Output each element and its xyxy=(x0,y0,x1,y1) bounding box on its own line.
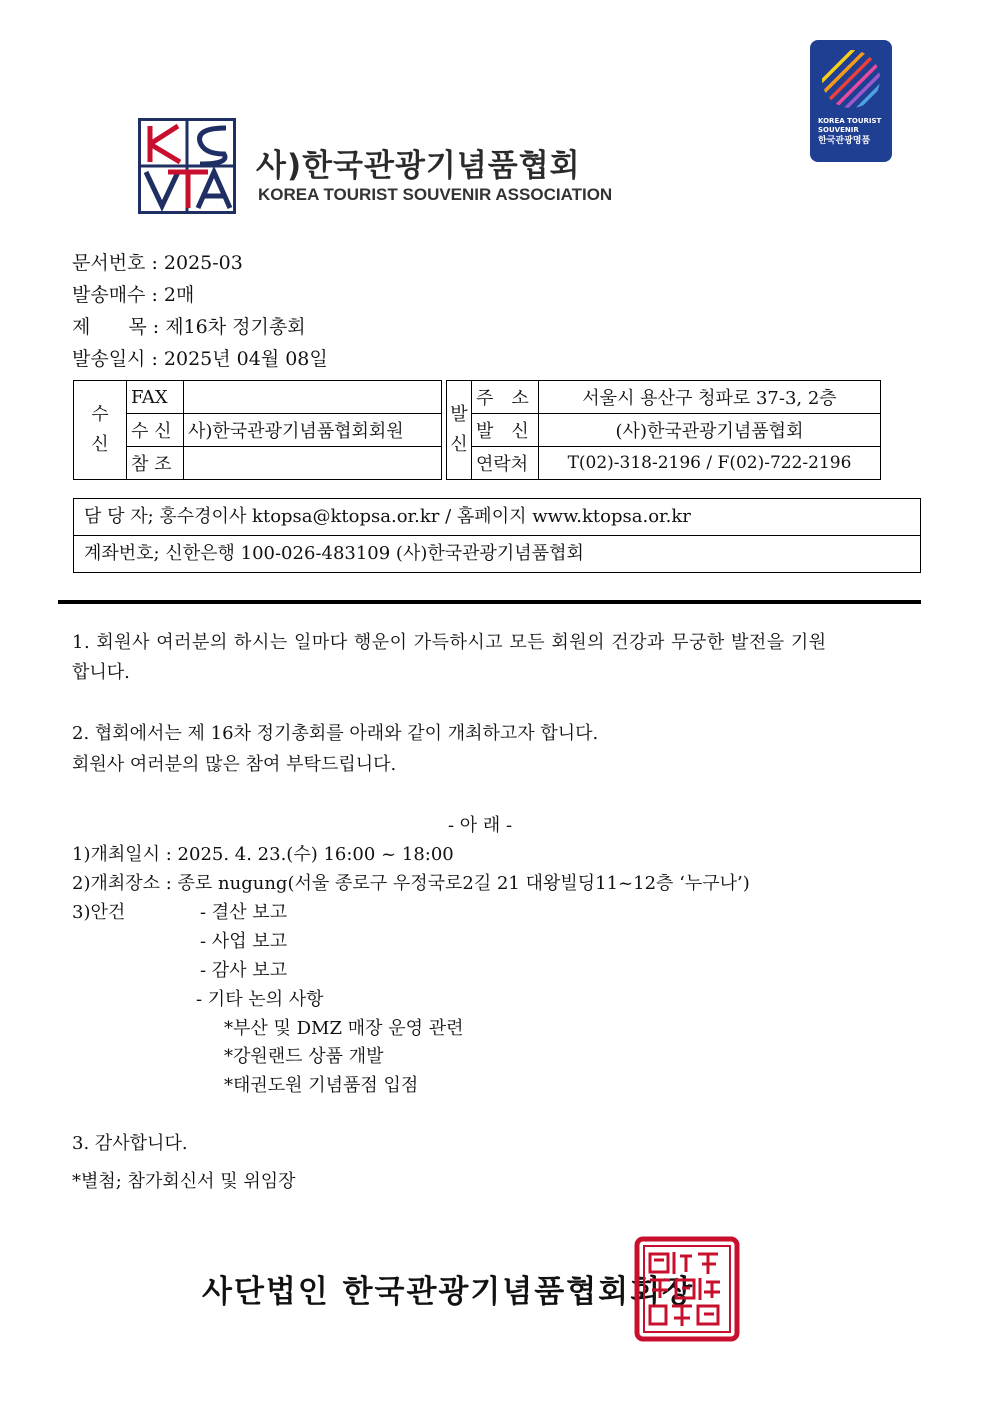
contact-line: 담 당 자; 홍수경이사 ktopsa@ktopsa.or.kr / 홈페이지 www.ktopsa.or.kr xyxy=(84,506,691,527)
badge-line3: 한국관광명품 xyxy=(818,136,871,146)
recipient-value xyxy=(184,447,442,480)
org-name-english: KOREA TOURIST SOUVENIR ASSOCIATION xyxy=(258,185,613,204)
agenda-date: 1)개최일시 : 2025. 4. 23.(수) 16:00 ~ 18:00 xyxy=(72,844,454,865)
sender-label: 주 소 xyxy=(472,381,539,414)
agenda-item: - 기타 논의 사항 xyxy=(196,989,324,1010)
agenda-item: - 감사 보고 xyxy=(200,960,288,981)
sub-agenda-item: *부산 및 DMZ 매장 운영 관련 xyxy=(224,1018,464,1039)
doc-subject: 제 목 : 제16차 정기총회 xyxy=(72,316,306,338)
sender-value: (사)한국관광기념품협회 xyxy=(539,414,881,447)
sender-value: T(02)-318-2196 / F(02)-722-2196 xyxy=(539,447,881,480)
recipient-header: 수신 xyxy=(74,381,127,480)
account-line: 계좌번호; 신한은행 100-026-483109 (사)한국관광기념품협회 xyxy=(74,535,920,572)
korea-tourist-souvenir-badge xyxy=(810,40,892,162)
doc-number: 문서번호 : 2025-03 xyxy=(72,252,243,274)
send-date: 발송일시 : 2025년 04월 08일 xyxy=(72,348,328,370)
divider xyxy=(58,600,921,604)
sender-header: 발신 xyxy=(447,381,472,480)
agenda-item: - 결산 보고 xyxy=(200,902,288,923)
association-logo xyxy=(138,118,236,214)
rainbow-circle-icon xyxy=(820,48,882,110)
recipient-label: 참 조 xyxy=(127,447,184,480)
official-seal-icon xyxy=(634,1236,740,1342)
sub-agenda-item: *태권도원 기념품점 입점 xyxy=(224,1075,419,1096)
attachment-note: *별첨; 참가회신서 및 위임장 xyxy=(72,1171,296,1192)
signature: 사단법인 한국관광기념품협회회장 xyxy=(202,1274,694,1310)
recipient-value: 사)한국관광기념품협회회원 xyxy=(184,414,442,447)
sender-label: 발 신 xyxy=(472,414,539,447)
page-count: 발송매수 : 2매 xyxy=(72,284,195,306)
paragraph-2: 2. 협회에서는 제 16차 정기총회를 아래와 같이 개최하고자 합니다. xyxy=(72,723,599,744)
paragraph-1: 1. 회원사 여러분의 하시는 일마다 행운이 가득하시고 모든 회원의 건강과 무궁한 발전을 기원 xyxy=(72,632,827,653)
paragraph-2-cont: 회원사 여러분의 많은 참여 부탁드립니다. xyxy=(72,754,397,775)
agenda-venue: 2)개최장소 : 종로 nugung(서울 종로구 우정국로2길 21 대왕빌딩11~12층 ‘누구나’) xyxy=(72,873,750,894)
org-name-korean: 사)한국관광기념품협회 xyxy=(256,148,581,184)
badge-line1: KOREA TOURIST xyxy=(818,117,882,125)
badge-line2: SOUVENIR xyxy=(818,126,859,134)
recipient-table xyxy=(73,380,442,480)
contact-box xyxy=(73,498,921,573)
sub-agenda-item: *강원랜드 상품 개발 xyxy=(224,1046,384,1067)
recipient-value xyxy=(184,381,442,414)
sender-table xyxy=(446,380,881,480)
paragraph-1-cont: 합니다. xyxy=(72,662,130,683)
sender-value: 서울시 용산구 청파로 37-3, 2층 xyxy=(539,381,881,414)
sender-label: 연락처 xyxy=(472,447,539,480)
thanks: 3. 감사합니다. xyxy=(72,1133,188,1154)
recipient-label: 수 신 xyxy=(127,414,184,447)
agenda-item: - 사업 보고 xyxy=(200,931,288,952)
recipient-label: FAX xyxy=(127,381,184,414)
notice-heading: - 아 래 - xyxy=(448,815,513,836)
agenda-title: 3)안건 xyxy=(72,902,126,923)
